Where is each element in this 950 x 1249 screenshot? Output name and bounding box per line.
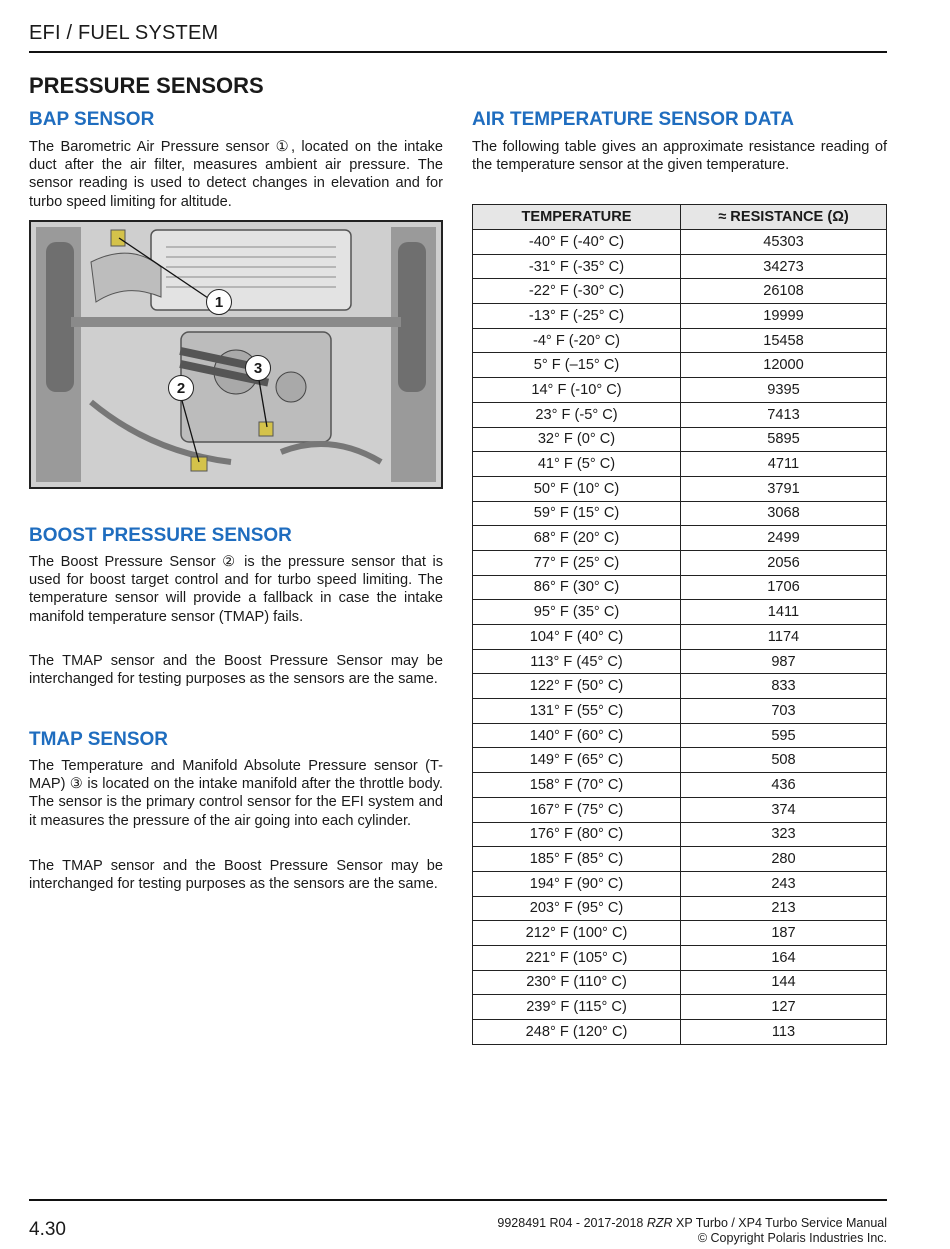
resistance-cell: 3068 xyxy=(681,501,887,526)
table-header-row xyxy=(473,205,887,230)
resistance-cell: 7413 xyxy=(681,402,887,427)
callout-2: 2 xyxy=(168,375,194,401)
table-row xyxy=(473,773,887,798)
bap-section-title: BAP SENSOR xyxy=(29,109,155,130)
manual-title-prefix: 9928491 R04 - 2017-2018 xyxy=(497,1216,647,1230)
table-row xyxy=(473,304,887,329)
temperature-cell: 194° F (90° C) xyxy=(473,871,681,896)
boost-body-2: The TMAP sensor and the Boost Pressure Sensor may be interchanged for testing purposes as the sensors are the same. xyxy=(29,653,443,688)
temperature-cell: -13° F (-25° C) xyxy=(473,304,681,329)
resistance-cell: 987 xyxy=(681,649,887,674)
resistance-cell: 127 xyxy=(681,995,887,1020)
temperature-cell: 176° F (80° C) xyxy=(473,822,681,847)
table-row xyxy=(473,847,887,872)
table-row xyxy=(473,871,887,896)
resistance-cell: 243 xyxy=(681,871,887,896)
temperature-cell: 5° F (–15° C) xyxy=(473,353,681,378)
table-row xyxy=(473,674,887,699)
temperature-cell: 185° F (85° C) xyxy=(473,847,681,872)
temperature-cell: 23° F (-5° C) xyxy=(473,402,681,427)
table-row xyxy=(473,995,887,1020)
resistance-cell: 3791 xyxy=(681,476,887,501)
temperature-cell: -22° F (-30° C) xyxy=(473,279,681,304)
table-row xyxy=(473,476,887,501)
temperature-cell: 32° F (0° C) xyxy=(473,427,681,452)
resistance-cell: 15458 xyxy=(681,328,887,353)
temperature-cell: 95° F (35° C) xyxy=(473,600,681,625)
page-header-title: EFI / FUEL SYSTEM xyxy=(29,22,219,44)
resistance-cell: 703 xyxy=(681,699,887,724)
table-row xyxy=(473,649,887,674)
table-body xyxy=(473,230,887,1045)
resistance-cell: 280 xyxy=(681,847,887,872)
resistance-cell: 213 xyxy=(681,896,887,921)
table-row xyxy=(473,378,887,403)
resistance-cell: 19999 xyxy=(681,304,887,329)
air-temp-resistance-table xyxy=(472,204,887,1045)
temperature-cell: 203° F (95° C) xyxy=(473,896,681,921)
table-row xyxy=(473,625,887,650)
table-row xyxy=(473,452,887,477)
table-row xyxy=(473,797,887,822)
temperature-cell: 221° F (105° C) xyxy=(473,945,681,970)
temperature-cell: 104° F (40° C) xyxy=(473,625,681,650)
table-row xyxy=(473,896,887,921)
column-header-resistance: ≈ RESISTANCE (Ω) xyxy=(681,205,887,230)
temperature-cell: 230° F (110° C) xyxy=(473,970,681,995)
table-row xyxy=(473,501,887,526)
temperature-cell: -31° F (-35° C) xyxy=(473,254,681,279)
engine-figure xyxy=(29,220,443,489)
temperature-cell: 149° F (65° C) xyxy=(473,748,681,773)
temperature-cell: 77° F (25° C) xyxy=(473,550,681,575)
resistance-cell: 374 xyxy=(681,797,887,822)
copyright: © Copyright Polaris Industries Inc. xyxy=(697,1231,887,1245)
air-temp-section-title: AIR TEMPERATURE SENSOR DATA xyxy=(472,109,794,130)
header-rule xyxy=(29,51,887,53)
manual-title-model: RZR xyxy=(646,1216,673,1230)
table-row xyxy=(473,921,887,946)
temperature-cell: 41° F (5° C) xyxy=(473,452,681,477)
table-row xyxy=(473,254,887,279)
temperature-cell: 86° F (30° C) xyxy=(473,575,681,600)
resistance-cell: 436 xyxy=(681,773,887,798)
resistance-cell: 2499 xyxy=(681,526,887,551)
bap-body: The Barometric Air Pressure sensor ①, located on the intake duct after the air filter, measures ambient air pressure. The sensor reading is used to detect changes in elevation and for turbo speed limiting for altitude. xyxy=(29,139,443,210)
resistance-cell: 2056 xyxy=(681,550,887,575)
table-row xyxy=(473,600,887,625)
resistance-cell: 4711 xyxy=(681,452,887,477)
table-row xyxy=(473,699,887,724)
temperature-cell: -40° F (-40° C) xyxy=(473,230,681,255)
callout-3: 3 xyxy=(245,355,271,381)
resistance-cell: 508 xyxy=(681,748,887,773)
resistance-cell: 1174 xyxy=(681,625,887,650)
manual-title xyxy=(497,1216,887,1231)
resistance-cell: 187 xyxy=(681,921,887,946)
table-row xyxy=(473,1020,887,1045)
resistance-cell: 164 xyxy=(681,945,887,970)
table-row xyxy=(473,575,887,600)
table-row xyxy=(473,822,887,847)
footer-info xyxy=(497,1216,887,1246)
resistance-cell: 144 xyxy=(681,970,887,995)
temperature-cell: 158° F (70° C) xyxy=(473,773,681,798)
callout-1: 1 xyxy=(206,289,232,315)
temperature-cell: 113° F (45° C) xyxy=(473,649,681,674)
table-row xyxy=(473,748,887,773)
table-row xyxy=(473,402,887,427)
temperature-cell: -4° F (-20° C) xyxy=(473,328,681,353)
resistance-cell: 113 xyxy=(681,1020,887,1045)
table-row xyxy=(473,427,887,452)
page-title: PRESSURE SENSORS xyxy=(29,73,264,98)
temperature-cell: 68° F (20° C) xyxy=(473,526,681,551)
resistance-cell: 323 xyxy=(681,822,887,847)
resistance-cell: 595 xyxy=(681,723,887,748)
temperature-cell: 167° F (75° C) xyxy=(473,797,681,822)
tmap-body-2: The TMAP sensor and the Boost Pressure Sensor may be interchanged for testing purposes as the sensors are the same. xyxy=(29,858,443,893)
temperature-cell: 59° F (15° C) xyxy=(473,501,681,526)
footer-rule xyxy=(29,1199,887,1201)
resistance-cell: 26108 xyxy=(681,279,887,304)
temperature-cell: 131° F (55° C) xyxy=(473,699,681,724)
table-row xyxy=(473,945,887,970)
temperature-cell: 248° F (120° C) xyxy=(473,1020,681,1045)
boost-body-1: The Boost Pressure Sensor ② is the pressure sensor that is used for boost target control and for turbo speed limiting. The temperature sensor will provide a fallback in case the intake manifold temperature sensor (TMAP) fails. xyxy=(29,554,443,625)
table-row xyxy=(473,550,887,575)
table-row xyxy=(473,328,887,353)
resistance-cell: 34273 xyxy=(681,254,887,279)
table-row xyxy=(473,230,887,255)
tmap-body-1: The Temperature and Manifold Absolute Pressure sensor (T-MAP) ③ is located on the intake manifold after the throttle body. The sensor is the primary control sensor for the EFI system and it measures the pressure of the air going into each cylinder. xyxy=(29,758,443,829)
page-number: 4.30 xyxy=(29,1219,66,1240)
tmap-section-title: TMAP SENSOR xyxy=(29,729,169,750)
temperature-cell: 122° F (50° C) xyxy=(473,674,681,699)
table-row xyxy=(473,723,887,748)
table-row xyxy=(473,970,887,995)
temperature-cell: 140° F (60° C) xyxy=(473,723,681,748)
boost-section-title: BOOST PRESSURE SENSOR xyxy=(29,525,292,546)
temperature-cell: 14° F (-10° C) xyxy=(473,378,681,403)
resistance-cell: 5895 xyxy=(681,427,887,452)
resistance-cell: 12000 xyxy=(681,353,887,378)
resistance-cell: 45303 xyxy=(681,230,887,255)
engine-photo-illustration xyxy=(31,222,441,487)
resistance-cell: 1411 xyxy=(681,600,887,625)
column-header-temperature: TEMPERATURE xyxy=(473,205,681,230)
table-row xyxy=(473,279,887,304)
manual-title-suffix: XP Turbo / XP4 Turbo Service Manual xyxy=(672,1216,887,1230)
temperature-cell: 50° F (10° C) xyxy=(473,476,681,501)
temperature-cell: 212° F (100° C) xyxy=(473,921,681,946)
table-row xyxy=(473,526,887,551)
air-temp-intro: The following table gives an approximate resistance reading of the temperature sensor at the given temperature. xyxy=(472,139,887,174)
table-row xyxy=(473,353,887,378)
resistance-cell: 833 xyxy=(681,674,887,699)
resistance-cell: 9395 xyxy=(681,378,887,403)
temperature-cell: 239° F (115° C) xyxy=(473,995,681,1020)
resistance-cell: 1706 xyxy=(681,575,887,600)
